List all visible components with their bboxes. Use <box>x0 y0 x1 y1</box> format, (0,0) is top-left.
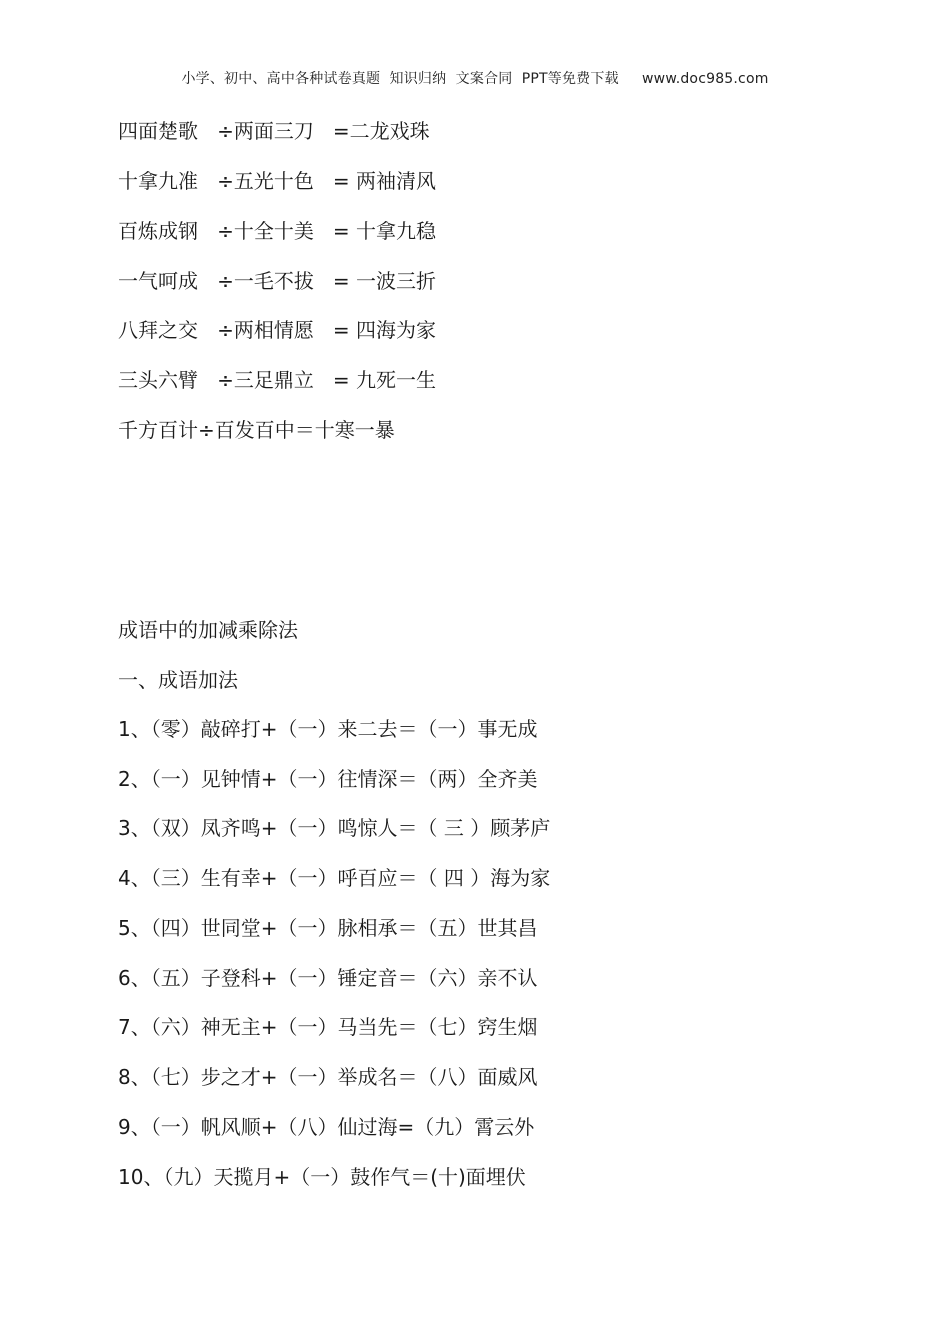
subsection-title: 一、成语加法 <box>118 668 238 692</box>
division-line: 四面楚歌 ÷两面三刀 =二龙戏珠 <box>118 119 430 143</box>
division-line: 一气呵成 ÷一毛不拔 = 一波三折 <box>118 269 437 293</box>
division-line: 八拜之交 ÷两相情愿 = 四海为家 <box>118 318 437 342</box>
addition-line: 7、（六）神无主+（一）马当先＝（七）窍生烟 <box>118 1015 538 1039</box>
addition-line: 1、（零）敲碎打+（一）来二去＝（一）事无成 <box>118 717 538 741</box>
addition-line: 2、（一）见钟情+（一）往情深＝（两）全齐美 <box>118 767 538 791</box>
addition-line: 8、（七）步之才+（一）举成名＝（八）面威风 <box>118 1065 538 1089</box>
addition-line: 6、（五）子登科+（一）锤定音＝（六）亲不认 <box>118 966 538 990</box>
division-line: 十拿九准 ÷五光十色 = 两袖清风 <box>118 169 437 193</box>
addition-line: 10、（九）天揽月+（一）鼓作气＝(十)面埋伏 <box>118 1165 526 1189</box>
division-line: 百炼成钢 ÷十全十美 = 十拿九稳 <box>118 219 437 243</box>
addition-line: 4、（三）生有幸+（一）呼百应＝（ 四 ）海为家 <box>118 866 551 890</box>
section-title: 成语中的加减乘除法 <box>118 618 298 642</box>
division-line: 千方百计÷百发百中＝十寒一暴 <box>118 418 395 442</box>
addition-line: 9、（一）帆风顺+（八）仙过海=（九）霄云外 <box>118 1115 535 1139</box>
page-header: 小学、初中、高中各种试卷真题 知识归纳 文案合同 PPT等免费下载 www.doc985.com <box>181 71 769 87</box>
division-line: 三头六臂 ÷三足鼎立 = 九死一生 <box>118 368 437 392</box>
addition-line: 3、（双）凤齐鸣+（一）鸣惊人＝（ 三 ）顾茅庐 <box>118 816 551 840</box>
addition-line: 5、（四）世同堂+（一）脉相承＝（五）世其昌 <box>118 916 538 940</box>
